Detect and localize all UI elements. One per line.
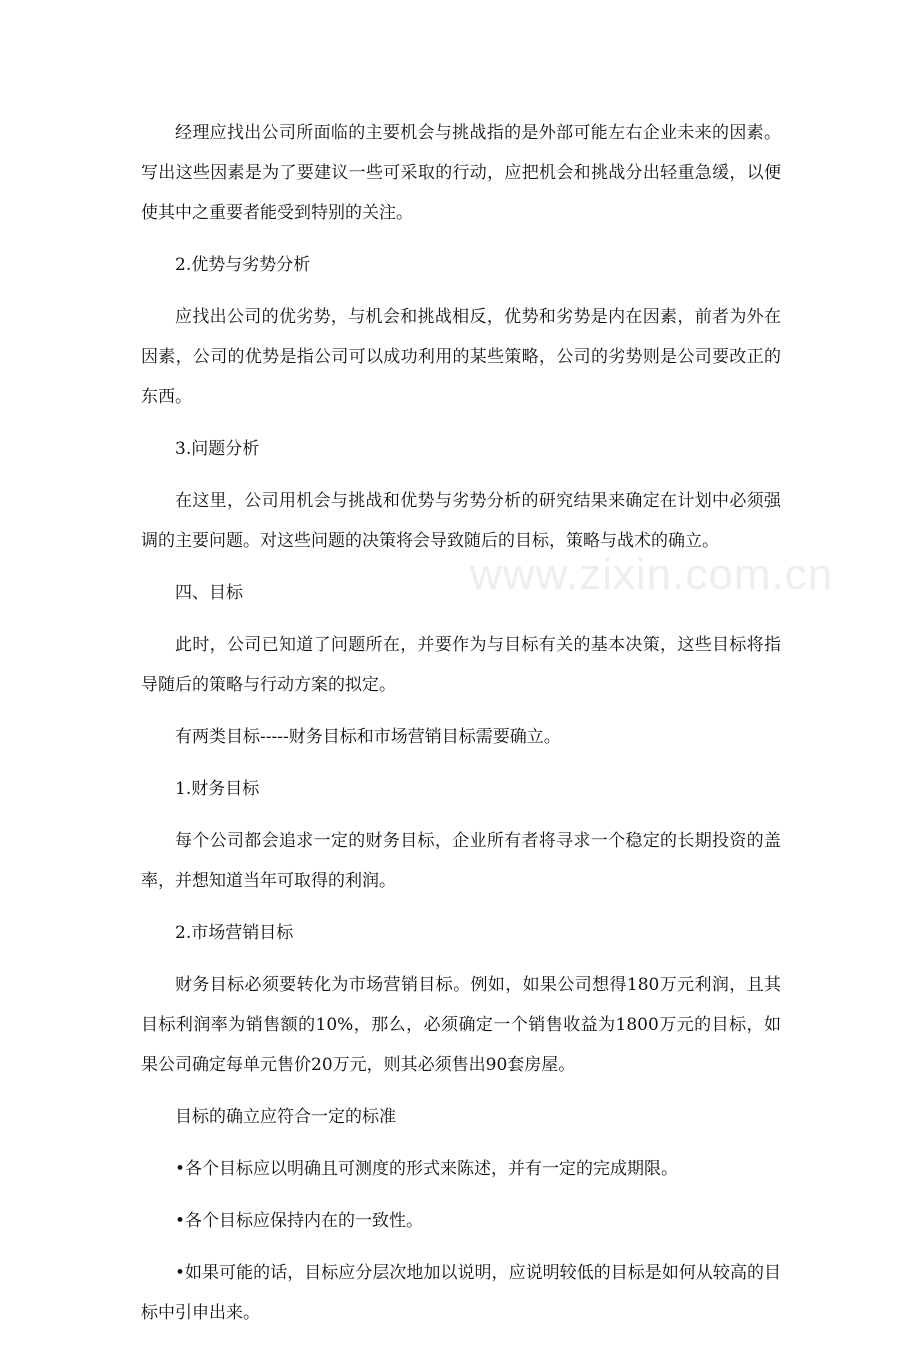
section-heading: 1.财务目标 <box>175 779 260 799</box>
bullet-item: •如果可能的话，目标应分层次地加以说明，应说明较低的目标是如何从较高的目标中引申出来。 <box>141 1263 781 1323</box>
watermark-text: www.zixin.com.cn <box>470 550 834 599</box>
document-body <box>141 113 781 1345</box>
bullet-item: •各个目标应保持内在的一致性。 <box>175 1211 424 1231</box>
paragraph: 在这里，公司用机会与挑战和优势与劣势分析的研究结果来确定在计划中必须强调的主要问题。对这些问题的决策将会导致随后的目标，策略与战术的确立。 <box>141 491 781 551</box>
paragraph: 此时，公司已知道了问题所在，并要作为与目标有关的基本决策，这些目标将指导随后的策略与行动方案的拟定。 <box>141 635 781 695</box>
paragraph: 每个公司都会追求一定的财务目标，企业所有者将寻求一个稳定的长期投资的盖率，并想知道当年可取得的利润。 <box>141 831 781 891</box>
paragraph: 经理应找出公司所面临的主要机会与挑战指的是外部可能左右企业未来的因素。写出这些因素是为了要建议一些可采取的行动，应把机会和挑战分出轻重急缓，以便使其中之重要者能受到特别的关注。 <box>141 123 781 223</box>
section-heading: 2.优势与劣势分析 <box>175 255 311 275</box>
section-heading: 3.问题分析 <box>175 439 260 459</box>
paragraph: 目标的确立应符合一定的标准 <box>175 1107 396 1127</box>
section-heading: 四、目标 <box>175 583 243 603</box>
paragraph: 有两类目标-----财务目标和市场营销目标需要确立。 <box>175 727 561 747</box>
paragraph: 财务目标必须要转化为市场营销目标。例如，如果公司想得180万元利润，且其目标利润率为销售额的10%，那么，必须确定一个销售收益为1800万元的目标，如果公司确定每单元售价20万元，则其必须售出90套房屋。 <box>141 975 781 1075</box>
bullet-item: •各个目标应以明确且可测度的形式来陈述，并有一定的完成期限。 <box>175 1159 679 1179</box>
paragraph: 应找出公司的优劣势，与机会和挑战相反，优势和劣势是内在因素，前者为外在因素，公司的优势是指公司可以成功利用的某些策略，公司的劣势则是公司要改正的东西。 <box>141 307 781 407</box>
section-heading: 2.市场营销目标 <box>175 923 294 943</box>
